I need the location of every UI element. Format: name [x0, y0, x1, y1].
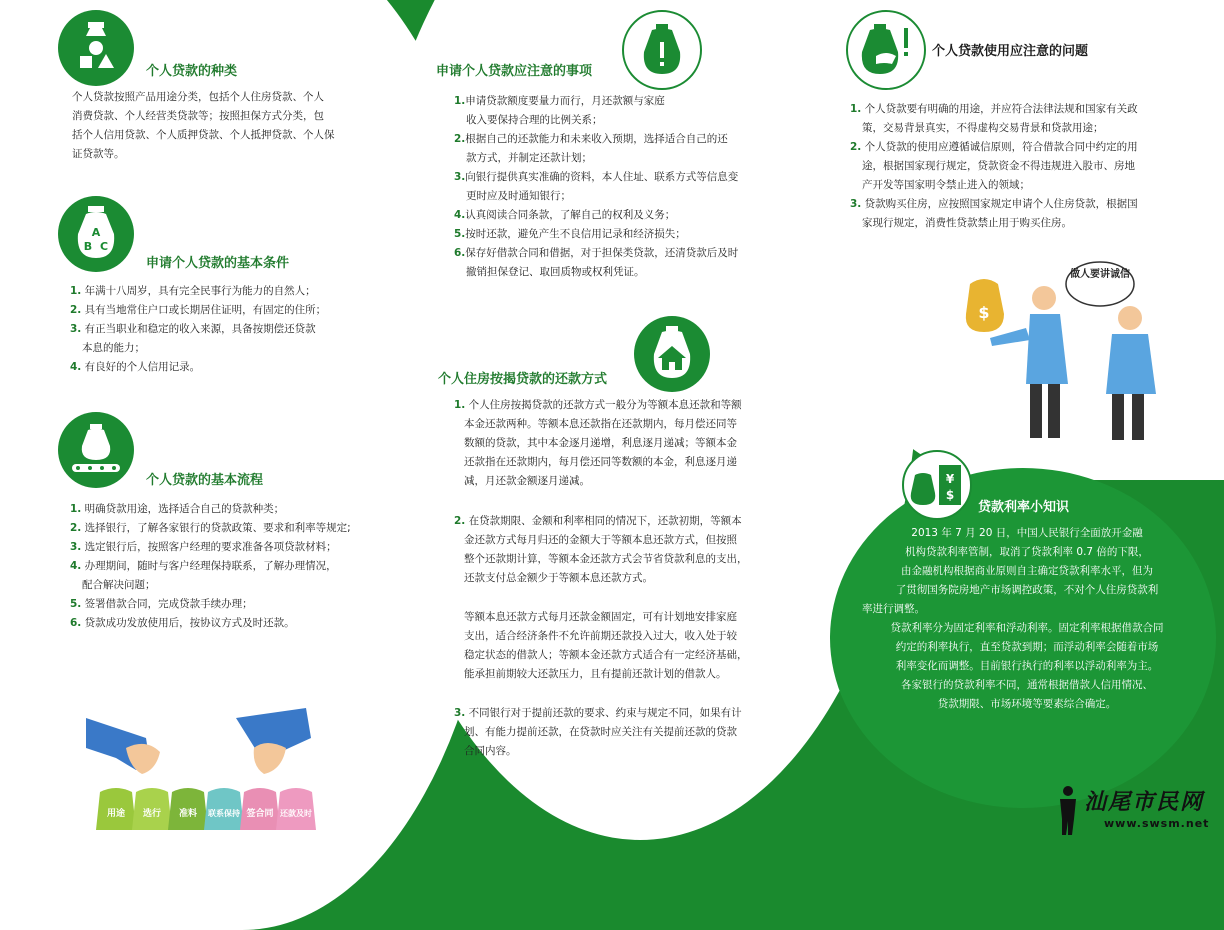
rate-line: 了贯彻国务院房地产市场调控政策，不对个人住房贷款利 [895, 584, 1159, 596]
bag-label: 联系保持 [208, 809, 240, 818]
repayment-p3-line: 能承担前期较大还款压力，且有提前还款计划的借款人。 [464, 668, 727, 680]
money-bag-house-icon [634, 316, 710, 392]
silhouette-icon [1056, 785, 1080, 835]
rate-line: 约定的利率执行，直至贷款到期；而浮动利率会随着市场 [895, 641, 1159, 653]
repayment-body [454, 396, 794, 491]
conditions-item-cont: 本息的能力； [82, 342, 145, 354]
hands-money-bags-illustration [86, 708, 346, 838]
rate-line: 贷款期限、市场环境等要素综合确定。 [937, 698, 1117, 710]
repayment-p4-line: 3. 不同银行对于提前还款的要求、约束与规定不同，如果有计 [454, 707, 742, 719]
man2-head [1118, 306, 1142, 330]
conditions-item: 4. 有良好的个人信用记录。 [70, 361, 201, 373]
repayment-p1-line: 还款指在还款期内，每月偿还同等数额的本金，利息逐月递 [464, 456, 737, 468]
right-hand [254, 743, 286, 774]
notes-item: 5.按时还款，避免产生不良信用记录和经济损失； [454, 228, 686, 240]
svg-text:¥: ¥ [945, 472, 955, 486]
process-item: 3. 选定银行后，按照客户经理的要求准备各项贷款材料； [70, 541, 337, 553]
usage-item: 1. 个人贷款要有明确的用途，并应符合法律法规和国家有关政 [850, 103, 1138, 115]
money-bag-conveyor-icon [58, 412, 134, 488]
man1-body [1026, 314, 1068, 384]
notes-item: 2.根据自己的还款能力和未来收入预期，选择适合自己的还 [454, 133, 728, 145]
process-item-cont: 配合解决问题； [82, 579, 156, 591]
abc-b-letter: B [83, 240, 93, 253]
money-bag-exclamation-icon [622, 10, 702, 90]
bag-label: 签合同 [246, 809, 274, 819]
bag-label: 用途 [106, 809, 126, 819]
process-item: 4. 办理期间，随时与客户经理保持联系，了解办理情况， [70, 560, 337, 572]
usage-item-cont: 策，交易背景真实，不得虚构交易背景和贷款用途； [862, 122, 1104, 134]
svg-text:$: $ [945, 488, 955, 502]
money-bag-abc-icon [58, 196, 134, 272]
repayment-p2-line: 金还款方式每月归还的金额大于等额本息还款方式，但按照 [464, 534, 737, 546]
types-body [72, 88, 392, 164]
notes-item-cont: 收入要保持合理的比例关系； [466, 114, 603, 126]
usage-item: 2. 个人贷款的使用应遵循诚信原则，符合借款合同中约定的用 [850, 141, 1138, 153]
rate-line: 利率变化而调整。目前银行执行的利率以浮动利率为主。 [895, 660, 1159, 672]
businessmen-illustration [960, 254, 1180, 450]
repayment-p1-line: 1. 个人住房按揭贷款的还款方式一般分为等额本息还款和等额 [454, 399, 742, 411]
types-line: 个人贷款按照产品用途分类，包括个人住房贷款、个人 [72, 91, 324, 103]
conditions-list [70, 282, 400, 377]
notes-item-cont: 撤销担保登记、取回质物或权利凭证。 [466, 266, 645, 278]
repayment-p2-line: 还款支付总金额少于等额本息还款方式。 [464, 572, 653, 584]
usage-item-cont: 产开发等国家明令禁止进入的领域； [862, 179, 1030, 191]
money-bag-hand-exclamation-icon [846, 10, 926, 90]
repayment-title: 个人住房按揭贷款的还款方式 [438, 372, 608, 387]
rate-body [862, 524, 1192, 714]
rate-line: 2013 年 7 月 20 日，中国人民银行全面放开金融 [911, 527, 1143, 539]
left-hand [126, 744, 160, 774]
site-logo [1056, 785, 1216, 835]
logo-url: www.swsm.net [1104, 817, 1210, 830]
conditions-item: 2. 具有当地常住户口或长期居住证明，有固定的住所； [70, 304, 327, 316]
repayment-p2-line: 2. 在贷款期限、金额和利率相同的情况下，还款初期，等额本 [454, 515, 742, 527]
notes-list [454, 92, 794, 282]
types-line: 证贷款等。 [72, 148, 125, 160]
bag-label: 选行 [142, 809, 162, 819]
notes-item-cont: 更时应及时通知银行； [466, 190, 571, 202]
notes-item-cont: 款方式，并制定还款计划； [466, 152, 592, 164]
repayment-p4-line: 合同内容。 [464, 745, 517, 757]
man2-body [1106, 334, 1156, 394]
usage-item-cont: 途，根据国家现行规定，贷款资金不得违规进入股市、房地 [862, 160, 1135, 172]
rate-line: 机构贷款利率管制，取消了贷款利率 0.7 倍的下限， [905, 546, 1149, 558]
types-line: 括个人信用贷款、个人质押贷款、个人抵押贷款、个人保 [72, 129, 335, 141]
rate-title: 贷款利率小知识 [978, 500, 1070, 515]
speech-text: 做人要讲诚信 [1070, 269, 1130, 280]
usage-list [850, 100, 1190, 233]
repayment-p4 [454, 704, 794, 761]
notes-item: 3.向银行提供真实准确的资料，本人住址、联系方式等信息变 [454, 171, 739, 183]
process-item: 6. 贷款成功发放使用后，按协议方式及时还款。 [70, 617, 295, 629]
types-title: 个人贷款的种类 [146, 64, 238, 79]
abc-a-letter: A [91, 226, 101, 239]
usage-title: 个人贷款使用应注意的问题 [932, 44, 1089, 59]
types-line: 消费贷款、个人经营类贷款等；按照担保方式分类，包 [72, 110, 324, 122]
abc-c-letter: C [99, 240, 109, 253]
notes-item: 1.申请贷款额度要量力而行，月还款额与家庭 [454, 95, 665, 107]
process-item: 5. 签署借款合同，完成贷款手续办理； [70, 598, 253, 610]
repayment-p4-line: 划、有能力提前还款，在贷款时应关注有关提前还款的贷款 [464, 726, 737, 738]
rate-line: 各家银行的贷款利率不同，通常根据借款人信用情况、 [901, 679, 1153, 691]
money-yen-dollar-icon [902, 450, 972, 520]
logo-name: 汕尾市民网 [1084, 789, 1205, 815]
repayment-p1-line: 本金还款两种。等额本息还款指在还款期内，每月偿还同等 [464, 418, 737, 430]
repayment-p3-line: 等额本息还款方式每月还款金额固定，可有计划地安排家庭 [464, 611, 737, 623]
usage-item-cont: 家现行规定，消费性贷款禁止用于购买住房。 [862, 217, 1072, 229]
repayment-p3-line: 稳定状态的借款人；等额本金还款方式适合有一定经济基础， [464, 649, 748, 661]
rate-line: 率进行调整。 [862, 603, 925, 615]
process-list [70, 500, 400, 633]
notes-title: 申请个人贷款应注意的事项 [436, 64, 593, 79]
rate-line: 贷款利率分为固定利率和浮动利率。固定利率根据借款合同 [890, 622, 1164, 634]
repayment-p2-line: 整个还款期计算，等额本金还款方式会节省贷款利息的支出， [464, 553, 748, 565]
repayment-p1-line: 减，月还款金额逐月递减。 [464, 475, 590, 487]
process-title: 个人贷款的基本流程 [146, 473, 264, 488]
notes-item: 6.保存好借款合同和借据，对于担保类贷款，还清贷款后及时 [454, 247, 739, 259]
process-item: 1. 明确贷款用途，选择适合自己的贷款种类； [70, 503, 285, 515]
rate-line: 由金融机构根据商业原则自主确定贷款利率水平，但为 [901, 565, 1153, 577]
repayment-p2 [454, 512, 794, 588]
repayment-p1-line: 数额的贷款，其中本金逐月递增，利息逐月递减；等额本金 [464, 437, 737, 449]
bag-label: 还款及时 [280, 809, 312, 818]
notes-item: 4.认真阅读合同条款，了解自己的权利及义务； [454, 209, 676, 221]
process-item: 2. 选择银行，了解各家银行的贷款政策、要求和利率等规定; [70, 522, 351, 534]
repayment-p3-line: 支出，适合经济条件不允许前期还款投入过大，收入处于较 [464, 630, 737, 642]
conditions-title: 申请个人贷款的基本条件 [146, 256, 290, 271]
svg-text:$: $ [978, 303, 990, 322]
man1-head [1032, 286, 1056, 310]
bag-label: 准料 [178, 809, 198, 819]
repayment-p3 [464, 608, 794, 684]
money-bag-shapes-icon [58, 10, 134, 86]
conditions-item: 3. 有正当职业和稳定的收入来源，具备按期偿还贷款 [70, 323, 316, 335]
usage-item: 3. 贷款购买住房，应按照国家规定申请个人住房贷款，根据国 [850, 198, 1138, 210]
conditions-item: 1. 年满十八周岁，具有完全民事行为能力的自然人； [70, 285, 316, 297]
